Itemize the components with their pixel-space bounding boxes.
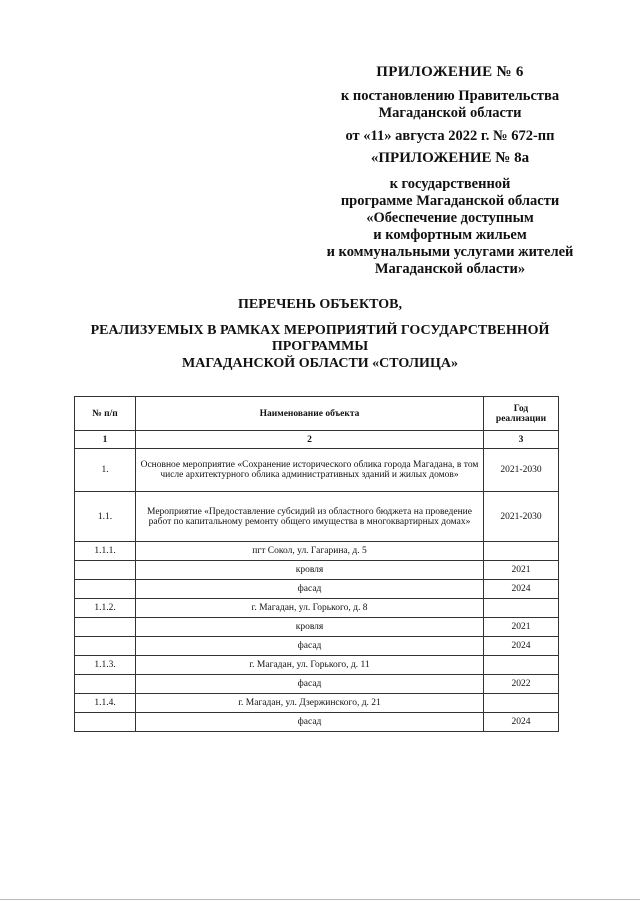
document-heading [60,297,580,372]
table-row [75,656,559,675]
table-row [75,694,559,713]
heading-line: ПЕРЕЧЕНЬ ОБЪЕКТОВ, [237,297,403,312]
row-name: Мероприятие «Предоставление субсидий из областного бюджета на проведение работ по капитальному ремонту общего имущества в многоквартирных домах» [136,492,484,542]
row-year [484,542,559,561]
row-num [75,580,136,599]
table-row [75,492,559,542]
table-row [75,449,559,492]
appendix-date-line: от «11» августа 2022 г. № 672-пп [345,128,555,144]
row-num: 1.1.2. [75,599,136,618]
table-row [75,580,559,599]
row-name: г. Магадан, ул. Горького, д. 8 [136,599,484,618]
row-num [75,713,136,732]
row-year: 2021-2030 [484,449,559,492]
appendix-reference [300,88,600,145]
heading-line: РЕАЛИЗУЕМЫХ В РАМКАХ МЕРОПРИЯТИЙ ГОСУДАРСТВЕННОЙ [90,322,550,338]
row-name: фасад [136,675,484,694]
page-bottom-edge [0,899,640,900]
header-name: Наименование объекта [136,397,484,431]
row-name: г. Магадан, ул. Дзержинского, д. 21 [136,694,484,713]
table-row [75,561,559,580]
row-num [75,618,136,637]
heading-line: ПРОГРАММЫ [271,339,369,354]
column-number: 3 [484,431,559,449]
row-name: кровля [136,618,484,637]
table-column-number-row [75,431,559,449]
objects-table [74,396,559,732]
appendix-quote-line: и комфортным жильем [373,227,527,243]
row-num: 1.1.1. [75,542,136,561]
row-num [75,675,136,694]
row-name: пгт Сокол, ул. Гагарина, д. 5 [136,542,484,561]
row-num: 1.1.3. [75,656,136,675]
row-name: г. Магадан, ул. Горького, д. 11 [136,656,484,675]
row-year [484,694,559,713]
row-year: 2021 [484,618,559,637]
table-row [75,675,559,694]
row-year [484,656,559,675]
column-number: 2 [136,431,484,449]
appendix-quote-line: и коммунальными услугами жителей [326,244,574,260]
row-name: фасад [136,580,484,599]
row-name: фасад [136,713,484,732]
table-row [75,599,559,618]
table-row [75,637,559,656]
row-num: 1. [75,449,136,492]
row-year: 2024 [484,713,559,732]
row-year: 2022 [484,675,559,694]
appendix-title: ПРИЛОЖЕНИЕ № 6 [376,64,524,80]
table-header-row [75,397,559,431]
heading-line: МАГАДАНСКОЙ ОБЛАСТИ «СТОЛИЦА» [182,355,458,371]
appendix-quote-block [300,150,600,278]
appendix-quote-line: программе Магаданской области [340,193,560,209]
header-year: Год реализации [484,397,559,431]
row-num [75,561,136,580]
row-name: кровля [136,561,484,580]
appendix-quote-line: «Обеспечение доступным [366,210,534,226]
header-num: № п/п [75,397,136,431]
row-year: 2024 [484,637,559,656]
column-number: 1 [75,431,136,449]
appendix-quote-line: к государственной [389,176,511,192]
table-row [75,542,559,561]
row-year: 2024 [484,580,559,599]
appendix-quote-line: Магаданской области» [374,261,526,277]
row-num: 1.1.4. [75,694,136,713]
row-name: фасад [136,637,484,656]
appendix-line: к постановлению Правительства [340,88,560,104]
table-row [75,618,559,637]
row-num [75,637,136,656]
row-year: 2021-2030 [484,492,559,542]
table-row [75,713,559,732]
row-year [484,599,559,618]
appendix-line: Магаданской области [378,105,522,121]
row-year: 2021 [484,561,559,580]
row-num: 1.1. [75,492,136,542]
appendix-quote-title: «ПРИЛОЖЕНИЕ № 8а [370,150,530,166]
row-name: Основное мероприятие «Сохранение исторического облика города Магадана, в том числе архитектурного облика административных зданий и жилых домов» [136,449,484,492]
